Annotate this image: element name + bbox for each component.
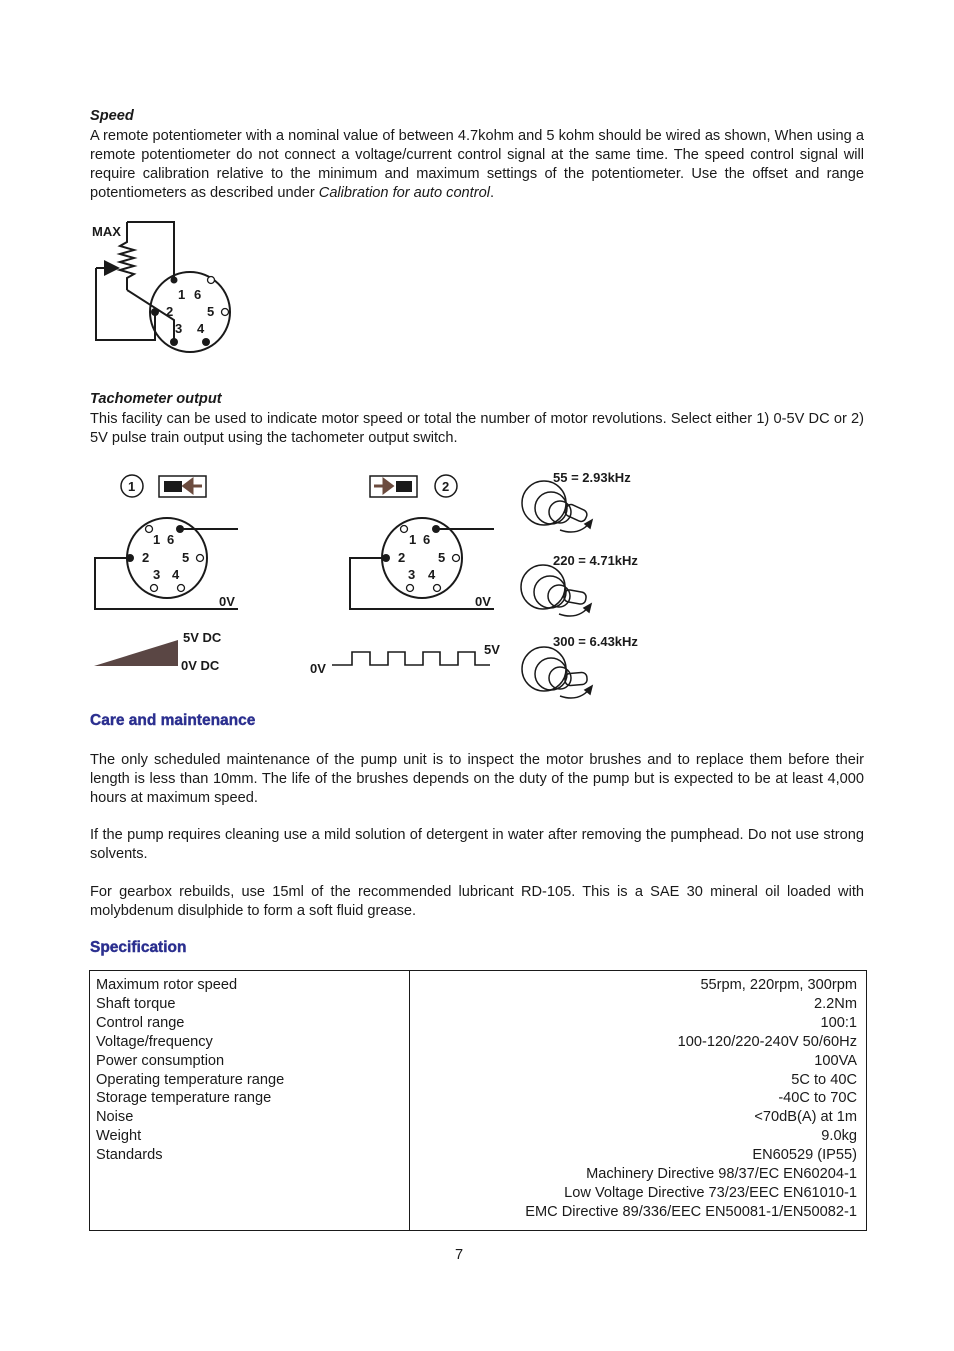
opt1-pin-6: 6 <box>167 532 175 547</box>
page-number: 7 <box>454 1247 464 1263</box>
spec-value: 100-120/220-240V 50/60Hz <box>677 1033 857 1050</box>
spec-label: Shaft torque <box>96 995 176 1012</box>
opt2-0v-label: 0V <box>475 594 491 609</box>
spec-label: Weight <box>96 1128 142 1145</box>
potentiometer-diagram <box>96 222 230 352</box>
wiper-wire <box>96 268 155 340</box>
pin-3-label: 3 <box>175 321 183 336</box>
opt2-pin-1: 1 <box>409 532 417 547</box>
spec-value: Machinery Directive 98/37/EC EN60204-1 <box>586 1166 857 1183</box>
care-paragraph-3: For gearbox rebuilds, use 15ml of the recommended lubricant RD-105. This is a SAE 30 mineral oil loaded with molybdenum disulphide to form a soft fluid grease. <box>90 884 864 919</box>
opt2-pin-6: 6 <box>423 532 431 547</box>
opt1-pin-1: 1 <box>153 532 161 547</box>
switch-right-arrow-icon <box>374 480 392 492</box>
speed-heading: Speed <box>90 108 134 124</box>
pin-6-label: 6 <box>194 287 202 302</box>
option-1-number: 1 <box>128 479 136 494</box>
speed-text: A remote potentiometer with a nominal value of between 4.7kohm and 5 kohm should be wired as shown, When using a remote potentiometer do not connect a voltage/current control signal at the same time. The speed control signal will require calibration relative to the minimum and maximum settings of the potentiometer. Use the offset and range potentiometers as described under <box>90 128 864 201</box>
knob-icon <box>521 565 591 616</box>
opt2-pin-4: 4 <box>428 567 436 582</box>
dc-ramp-icon <box>94 640 178 666</box>
spec-value: Low Voltage Directive 73/23/EEC EN61010-1 <box>564 1184 857 1201</box>
spec-value: 2.2Nm <box>814 995 857 1012</box>
max-label: MAX <box>92 224 121 239</box>
freq-300-label: 300 = 6.43kHz <box>553 634 638 649</box>
opt1-pin-3: 3 <box>153 567 161 582</box>
pin-1-label: 1 <box>178 287 186 302</box>
tacho-heading: Tachometer output <box>90 391 222 407</box>
spec-label: Power consumption <box>96 1052 225 1069</box>
dc-0v-label: 0V DC <box>181 658 220 673</box>
pulse-5v-label: 5V <box>484 642 500 657</box>
spec-value: 100VA <box>814 1052 857 1069</box>
spec-value: EN60529 (IP55) <box>752 1147 857 1164</box>
spec-label: Noise <box>96 1109 134 1126</box>
spec-label: Operating temperature range <box>96 1071 285 1088</box>
spec-value: 55rpm, 220rpm, 300rpm <box>700 977 857 993</box>
spec-value: <70dB(A) at 1m <box>754 1109 857 1126</box>
pin-4-label: 4 <box>197 321 205 336</box>
care-paragraph-1: The only scheduled maintenance of the pump unit is to inspect the motor brushes and to replace them before their length is less than 10mm. The life of the brushes depends on the duty of the pump but is expected to be at least 4,000 hours at maximum speed. <box>90 752 864 806</box>
dc-5v-label: 5V DC <box>183 630 222 645</box>
spec-value: 5C to 40C <box>791 1071 857 1088</box>
spec-values-cell <box>410 971 867 1231</box>
spec-table <box>89 970 867 1231</box>
opt2-pin-3: 3 <box>408 567 416 582</box>
table-row <box>90 971 867 1231</box>
spec-value: 9.0kg <box>821 1128 857 1145</box>
opt2-pin-5: 5 <box>438 550 446 565</box>
care-heading: Care and maintenance <box>90 712 256 729</box>
knob-icon <box>522 647 592 698</box>
freq-55-label: 55 = 2.93kHz <box>553 470 631 485</box>
spec-label: Maximum rotor speed <box>96 977 238 993</box>
switch-left-arrow-icon <box>184 480 202 492</box>
opt2-pin-2: 2 <box>398 550 406 565</box>
tacho-paragraph: This facility can be used to indicate motor speed or total the number of motor revolutions. Select either 1) 0-5V DC or 2) 5V pulse train output using the tachometer output switch. <box>90 411 864 446</box>
spec-value: 100:1 <box>820 1014 857 1031</box>
spec-value: -40C to 70C <box>778 1090 857 1107</box>
spec-heading: Specification <box>90 939 187 956</box>
freq-220-label: 220 = 4.71kHz <box>553 553 638 568</box>
spec-label: Storage temperature range <box>96 1090 272 1107</box>
knob-icons <box>521 481 592 698</box>
spec-label: Voltage/frequency <box>96 1033 213 1050</box>
opt1-0v-label: 0V <box>219 594 235 609</box>
potentiometer-resistor <box>120 222 134 290</box>
pin-2-label: 2 <box>166 304 174 319</box>
spec-value: EMC Directive 89/336/EEC EN50081-1/EN50082-1 <box>525 1203 857 1220</box>
pin-5-label: 5 <box>207 304 215 319</box>
knob-icon <box>522 481 592 532</box>
spec-labels-cell <box>90 971 410 1231</box>
speed-text-italic: Calibration for auto control <box>318 184 490 201</box>
spec-label: Control range <box>96 1014 185 1031</box>
pot-pins <box>151 277 229 347</box>
pulse-0v-label: 0V <box>310 661 326 676</box>
spec-label: Standards <box>96 1147 163 1164</box>
pulse-train-icon <box>332 652 490 665</box>
option-2-number: 2 <box>442 479 450 494</box>
opt1-pin-2: 2 <box>142 550 150 565</box>
opt1-pin-5: 5 <box>182 550 190 565</box>
opt1-pin-4: 4 <box>172 567 180 582</box>
speed-text-end: . <box>489 184 495 201</box>
care-paragraph-2: If the pump requires cleaning use a mild solution of detergent in water after removing the pumphead. Do not use strong solvents. <box>90 827 864 862</box>
